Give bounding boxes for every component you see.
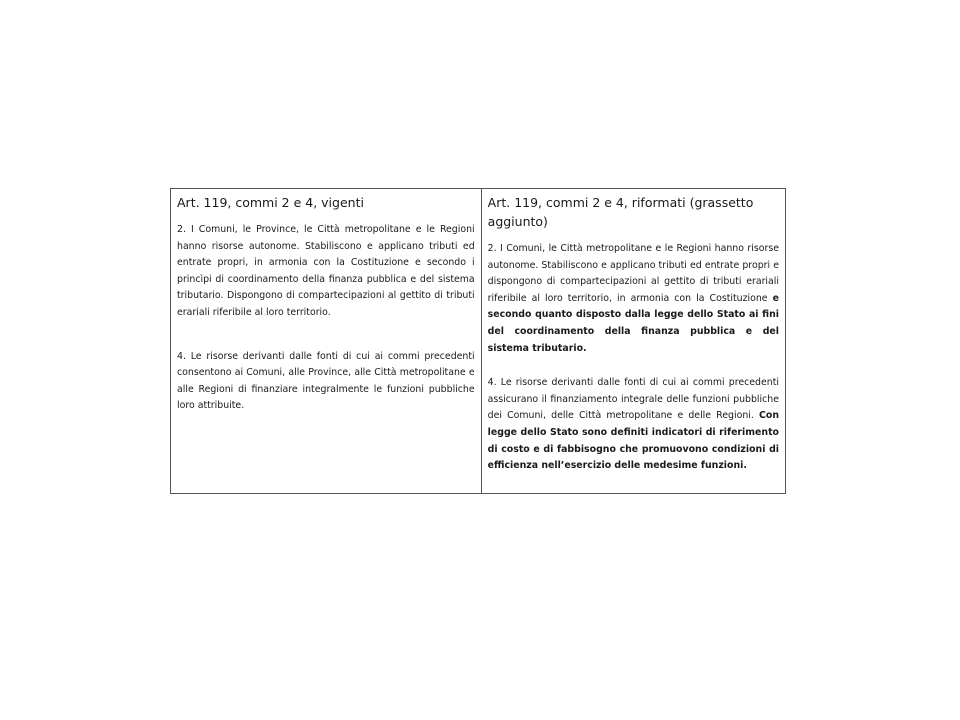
- right-column-cell: [481, 189, 785, 494]
- comparison-table: [170, 188, 786, 494]
- right-paragraph-4: [488, 375, 779, 475]
- right-paragraph-2-bold-text: e secondo quanto disposto dalla legge dello Stato ai fini del coordinamento della finanza pubblica e del sistema tributario.: [487, 292, 779, 354]
- left-column-cell: [171, 189, 482, 494]
- right-paragraph-2: [488, 241, 779, 357]
- left-paragraph-4: 4. Le risorse derivanti dalle fonti di cui ai commi precedenti consentono ai Comuni, alle Province, alle Città metropolitane e alle Regioni di finanziare integralmente le funzioni pubbliche loro attribuite.: [177, 350, 475, 412]
- right-paragraph-4-text: 4. Le risorse derivanti dalle fonti di cui ai commi precedenti assicurano il finanziamento integrale delle funzioni pubbliche dei Comuni, delle Città metropolitane e delle Regioni.: [487, 377, 779, 422]
- left-paragraph-2: 2. I Comuni, le Province, le Città metropolitane e le Regioni hanno risorse autonome. Stabiliscono e applicano tributi ed entrate propri, in armonia con la Costituzione e secondo i princìpi di coordinamento della finanza pubblica e del sistema tributario. Dispongono di compartecipazioni al gettito di tributi erariali riferibile al loro territorio.: [177, 224, 475, 318]
- right-paragraph-2-text: 2. I Comuni, le Città metropolitane e le Regioni hanno risorse autonome. Stabiliscono e applicano tributi ed entrate propri e dispongono di compartecipazioni al gettito di tributi erariali riferibile al loro territorio, in armonia con la Costituzione: [487, 243, 779, 304]
- left-column-heading: Art. 119, commi 2 e 4, vigenti: [177, 195, 364, 210]
- right-column-heading: Art. 119, commi 2 e 4, riformati (grassetto aggiunto): [487, 195, 754, 229]
- table-row: [171, 189, 786, 494]
- right-paragraph-4-bold-text: Con legge dello Stato sono definiti indicatori di riferimento di costo e di fabbisogno che promuovono condizioni di efficienza nell’esercizio delle medesime funzioni.: [487, 410, 779, 472]
